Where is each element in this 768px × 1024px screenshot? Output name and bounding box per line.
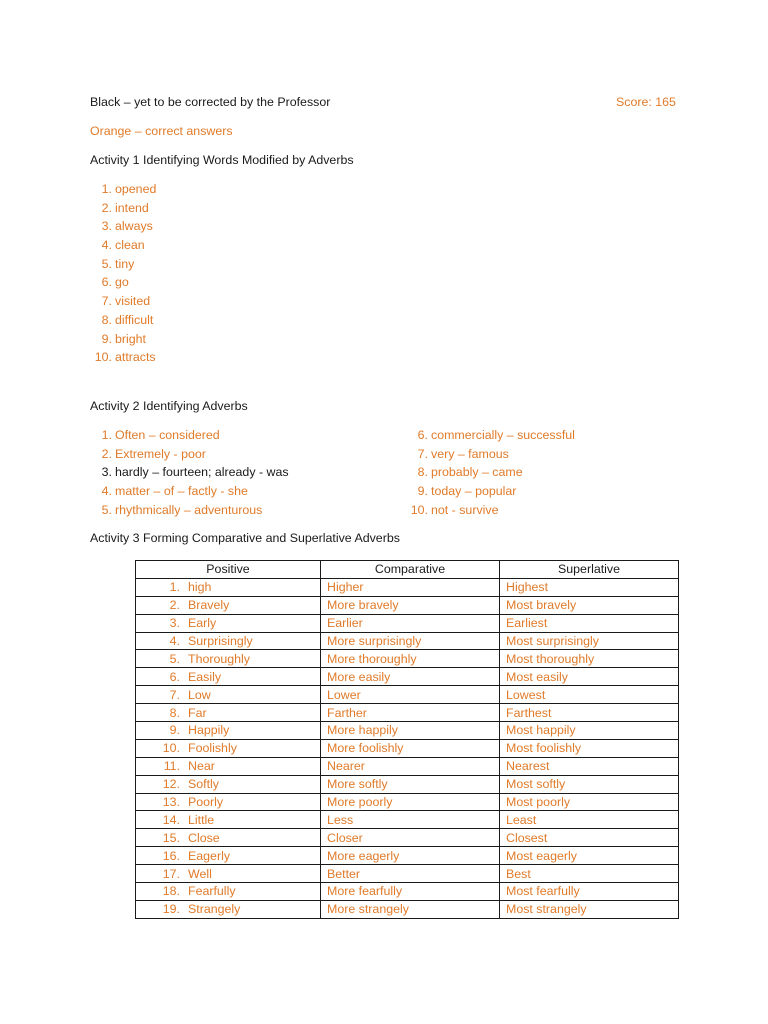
cell-comparative: Closer <box>321 829 500 847</box>
list-item <box>90 427 289 446</box>
row-number: 14. <box>162 812 180 827</box>
cell-superlative: Most easily <box>500 668 679 686</box>
cell-comparative: More eagerly <box>321 847 500 865</box>
positive-text: Near <box>188 759 215 774</box>
list-item <box>406 427 575 446</box>
cell-superlative: Nearest <box>500 757 679 775</box>
cell-positive <box>136 668 321 686</box>
cell-comparative: More surprisingly <box>321 632 500 650</box>
row-number: 8. <box>169 705 180 720</box>
table-row <box>136 632 679 650</box>
table-row <box>136 686 679 704</box>
cell-comparative: Earlier <box>321 614 500 632</box>
cell-positive <box>136 739 321 757</box>
cell-positive <box>136 883 321 901</box>
row-number: 2. <box>169 598 180 613</box>
table-row <box>136 900 679 918</box>
cell-superlative: Most happily <box>500 722 679 740</box>
cell-comparative: More easily <box>321 668 500 686</box>
table-row <box>136 883 679 901</box>
cell-positive <box>136 704 321 722</box>
cell-positive <box>136 847 321 865</box>
list-text: not - survive <box>431 502 499 517</box>
positive-text: Early <box>188 616 217 631</box>
cell-positive <box>136 865 321 883</box>
row-number: 3. <box>169 616 180 631</box>
table-header-row <box>136 561 679 579</box>
cell-superlative: Most poorly <box>500 793 679 811</box>
activity1-title: Activity 1 Identifying Words Modified by Adverbs <box>90 153 354 167</box>
cell-comparative: More softly <box>321 775 500 793</box>
row-number: 10. <box>162 741 180 756</box>
list-number: 7. <box>417 446 428 461</box>
activity1-list <box>90 181 156 368</box>
row-number: 19. <box>162 902 180 917</box>
table-row <box>136 847 679 865</box>
list-item <box>90 274 156 293</box>
list-item <box>406 464 575 483</box>
row-number: 13. <box>162 795 180 810</box>
list-item <box>90 181 156 200</box>
list-text: commercially – successful <box>431 428 575 442</box>
header-comparative: Comparative <box>321 561 500 579</box>
cell-positive <box>136 757 321 775</box>
cell-superlative: Lowest <box>500 686 679 704</box>
table-row <box>136 668 679 686</box>
cell-positive <box>136 650 321 668</box>
positive-text: Surprisingly <box>188 634 253 648</box>
list-item <box>90 256 156 275</box>
cell-comparative: More fearfully <box>321 883 500 901</box>
list-item <box>90 464 289 483</box>
cell-superlative: Most strangely <box>500 900 679 918</box>
list-item <box>90 293 156 312</box>
header-positive: Positive <box>136 561 321 579</box>
list-number: 10. <box>94 350 112 365</box>
list-item <box>90 446 289 465</box>
row-number: 15. <box>162 830 180 845</box>
cell-positive <box>136 829 321 847</box>
list-item <box>406 502 575 521</box>
cell-superlative: Most thoroughly <box>500 650 679 668</box>
legend-orange: Orange – correct answers <box>90 124 233 138</box>
cell-positive <box>136 722 321 740</box>
positive-text: Bravely <box>188 598 230 613</box>
activity2-title: Activity 2 Identifying Adverbs <box>90 399 248 413</box>
cell-superlative: Most softly <box>500 775 679 793</box>
positive-text: Well <box>188 866 212 881</box>
list-number: 1. <box>101 428 112 442</box>
score: Score: 165 <box>616 95 676 109</box>
cell-positive <box>136 775 321 793</box>
cell-comparative: Farther <box>321 704 500 722</box>
list-text: matter – of – factly - she <box>115 484 248 499</box>
table-row <box>136 811 679 829</box>
table-row <box>136 775 679 793</box>
positive-text: Low <box>188 687 211 702</box>
list-text: always <box>115 219 153 234</box>
activity3-title: Activity 3 Forming Comparative and Superlative Adverbs <box>90 531 400 545</box>
row-number: 18. <box>162 884 180 899</box>
cell-superlative: Highest <box>500 578 679 596</box>
cell-superlative: Best <box>500 865 679 883</box>
list-text: Extremely - poor <box>115 446 206 461</box>
list-item <box>90 237 156 256</box>
list-number: 6. <box>417 428 428 442</box>
list-item <box>90 349 156 368</box>
list-number: 7. <box>101 294 112 309</box>
positive-text: Easily <box>188 669 222 684</box>
list-number: 8. <box>101 312 112 327</box>
table-row <box>136 650 679 668</box>
cell-superlative: Most foolishly <box>500 739 679 757</box>
list-text: hardly – fourteen; already - was <box>115 465 289 480</box>
positive-text: high <box>188 580 212 595</box>
list-number: 5. <box>101 502 112 517</box>
table-row <box>136 757 679 775</box>
row-number: 17. <box>162 866 180 881</box>
list-number: 9. <box>417 484 428 499</box>
cell-positive <box>136 900 321 918</box>
cell-superlative: Closest <box>500 829 679 847</box>
cell-superlative: Least <box>500 811 679 829</box>
cell-comparative: Nearer <box>321 757 500 775</box>
row-number: 7. <box>169 687 180 702</box>
list-text: tiny <box>115 256 135 271</box>
header-superlative: Superlative <box>500 561 679 579</box>
list-text: opened <box>115 182 157 196</box>
legend-black: Black – yet to be corrected by the Professor <box>90 95 331 109</box>
positive-text: Little <box>188 812 215 827</box>
list-item <box>90 218 156 237</box>
list-text: difficult <box>115 312 154 327</box>
list-number: 4. <box>101 484 112 499</box>
list-text: go <box>115 275 129 290</box>
table-row <box>136 865 679 883</box>
cell-comparative: Lower <box>321 686 500 704</box>
cell-positive <box>136 811 321 829</box>
cell-comparative: More bravely <box>321 596 500 614</box>
positive-text: Eagerly <box>188 848 231 863</box>
row-number: 4. <box>169 634 180 648</box>
list-text: attracts <box>115 350 156 365</box>
row-number: 12. <box>162 777 180 792</box>
cell-positive <box>136 793 321 811</box>
list-number: 1. <box>101 182 112 196</box>
cell-positive <box>136 632 321 650</box>
positive-text: Close <box>188 830 220 845</box>
cell-comparative: Less <box>321 811 500 829</box>
cell-positive <box>136 596 321 614</box>
list-number: 8. <box>417 465 428 480</box>
cell-superlative: Most eagerly <box>500 847 679 865</box>
list-text: intend <box>115 200 149 215</box>
positive-text: Thoroughly <box>188 651 250 666</box>
cell-positive <box>136 686 321 704</box>
list-number: 9. <box>101 331 112 346</box>
activity2-list-right <box>406 427 575 520</box>
cell-comparative: Higher <box>321 578 500 596</box>
list-number: 2. <box>101 446 112 461</box>
list-number: 4. <box>101 238 112 253</box>
cell-superlative: Most bravely <box>500 596 679 614</box>
cell-comparative: More foolishly <box>321 739 500 757</box>
cell-comparative: More poorly <box>321 793 500 811</box>
cell-comparative: More happily <box>321 722 500 740</box>
row-number: 1. <box>169 580 180 595</box>
list-number: 2. <box>101 200 112 215</box>
list-text: bright <box>115 331 146 346</box>
cell-comparative: More thoroughly <box>321 650 500 668</box>
cell-superlative: Earliest <box>500 614 679 632</box>
list-item <box>90 331 156 350</box>
cell-comparative: More strangely <box>321 900 500 918</box>
positive-text: Softly <box>188 777 219 792</box>
cell-positive <box>136 614 321 632</box>
list-text: Often – considered <box>115 428 220 442</box>
row-number: 9. <box>169 723 180 738</box>
list-number: 3. <box>101 219 112 234</box>
table-row <box>136 722 679 740</box>
list-text: clean <box>115 238 145 253</box>
list-item <box>90 200 156 219</box>
list-text: very – famous <box>431 446 509 461</box>
table-row <box>136 739 679 757</box>
row-number: 16. <box>162 848 180 863</box>
positive-text: Far <box>188 705 207 720</box>
cell-positive <box>136 578 321 596</box>
table-row <box>136 614 679 632</box>
cell-comparative: Better <box>321 865 500 883</box>
positive-text: Happily <box>188 723 230 738</box>
row-number: 5. <box>169 651 180 666</box>
cell-superlative: Farthest <box>500 704 679 722</box>
table-row <box>136 596 679 614</box>
list-number: 6. <box>101 275 112 290</box>
row-number: 11. <box>163 759 180 774</box>
activity2-list-left <box>90 427 289 520</box>
table-row <box>136 829 679 847</box>
positive-text: Foolishly <box>188 741 237 756</box>
list-text: visited <box>115 294 151 309</box>
list-number: 10. <box>410 502 428 517</box>
table-row <box>136 793 679 811</box>
cell-superlative: Most surprisingly <box>500 632 679 650</box>
list-item <box>90 312 156 331</box>
positive-text: Fearfully <box>188 884 236 899</box>
cell-superlative: Most fearfully <box>500 883 679 901</box>
table-row <box>136 704 679 722</box>
positive-text: Poorly <box>188 795 224 810</box>
list-item <box>90 502 289 521</box>
list-number: 3. <box>101 465 112 480</box>
list-item <box>90 483 289 502</box>
list-text: rhythmically – adventurous <box>115 502 263 517</box>
list-text: today – popular <box>431 484 517 499</box>
table-row <box>136 578 679 596</box>
row-number: 6. <box>169 669 180 684</box>
adverb-table <box>135 560 679 919</box>
list-item <box>406 483 575 502</box>
list-item <box>406 446 575 465</box>
list-text: probably – came <box>431 465 523 480</box>
positive-text: Strangely <box>188 902 241 917</box>
list-number: 5. <box>101 256 112 271</box>
